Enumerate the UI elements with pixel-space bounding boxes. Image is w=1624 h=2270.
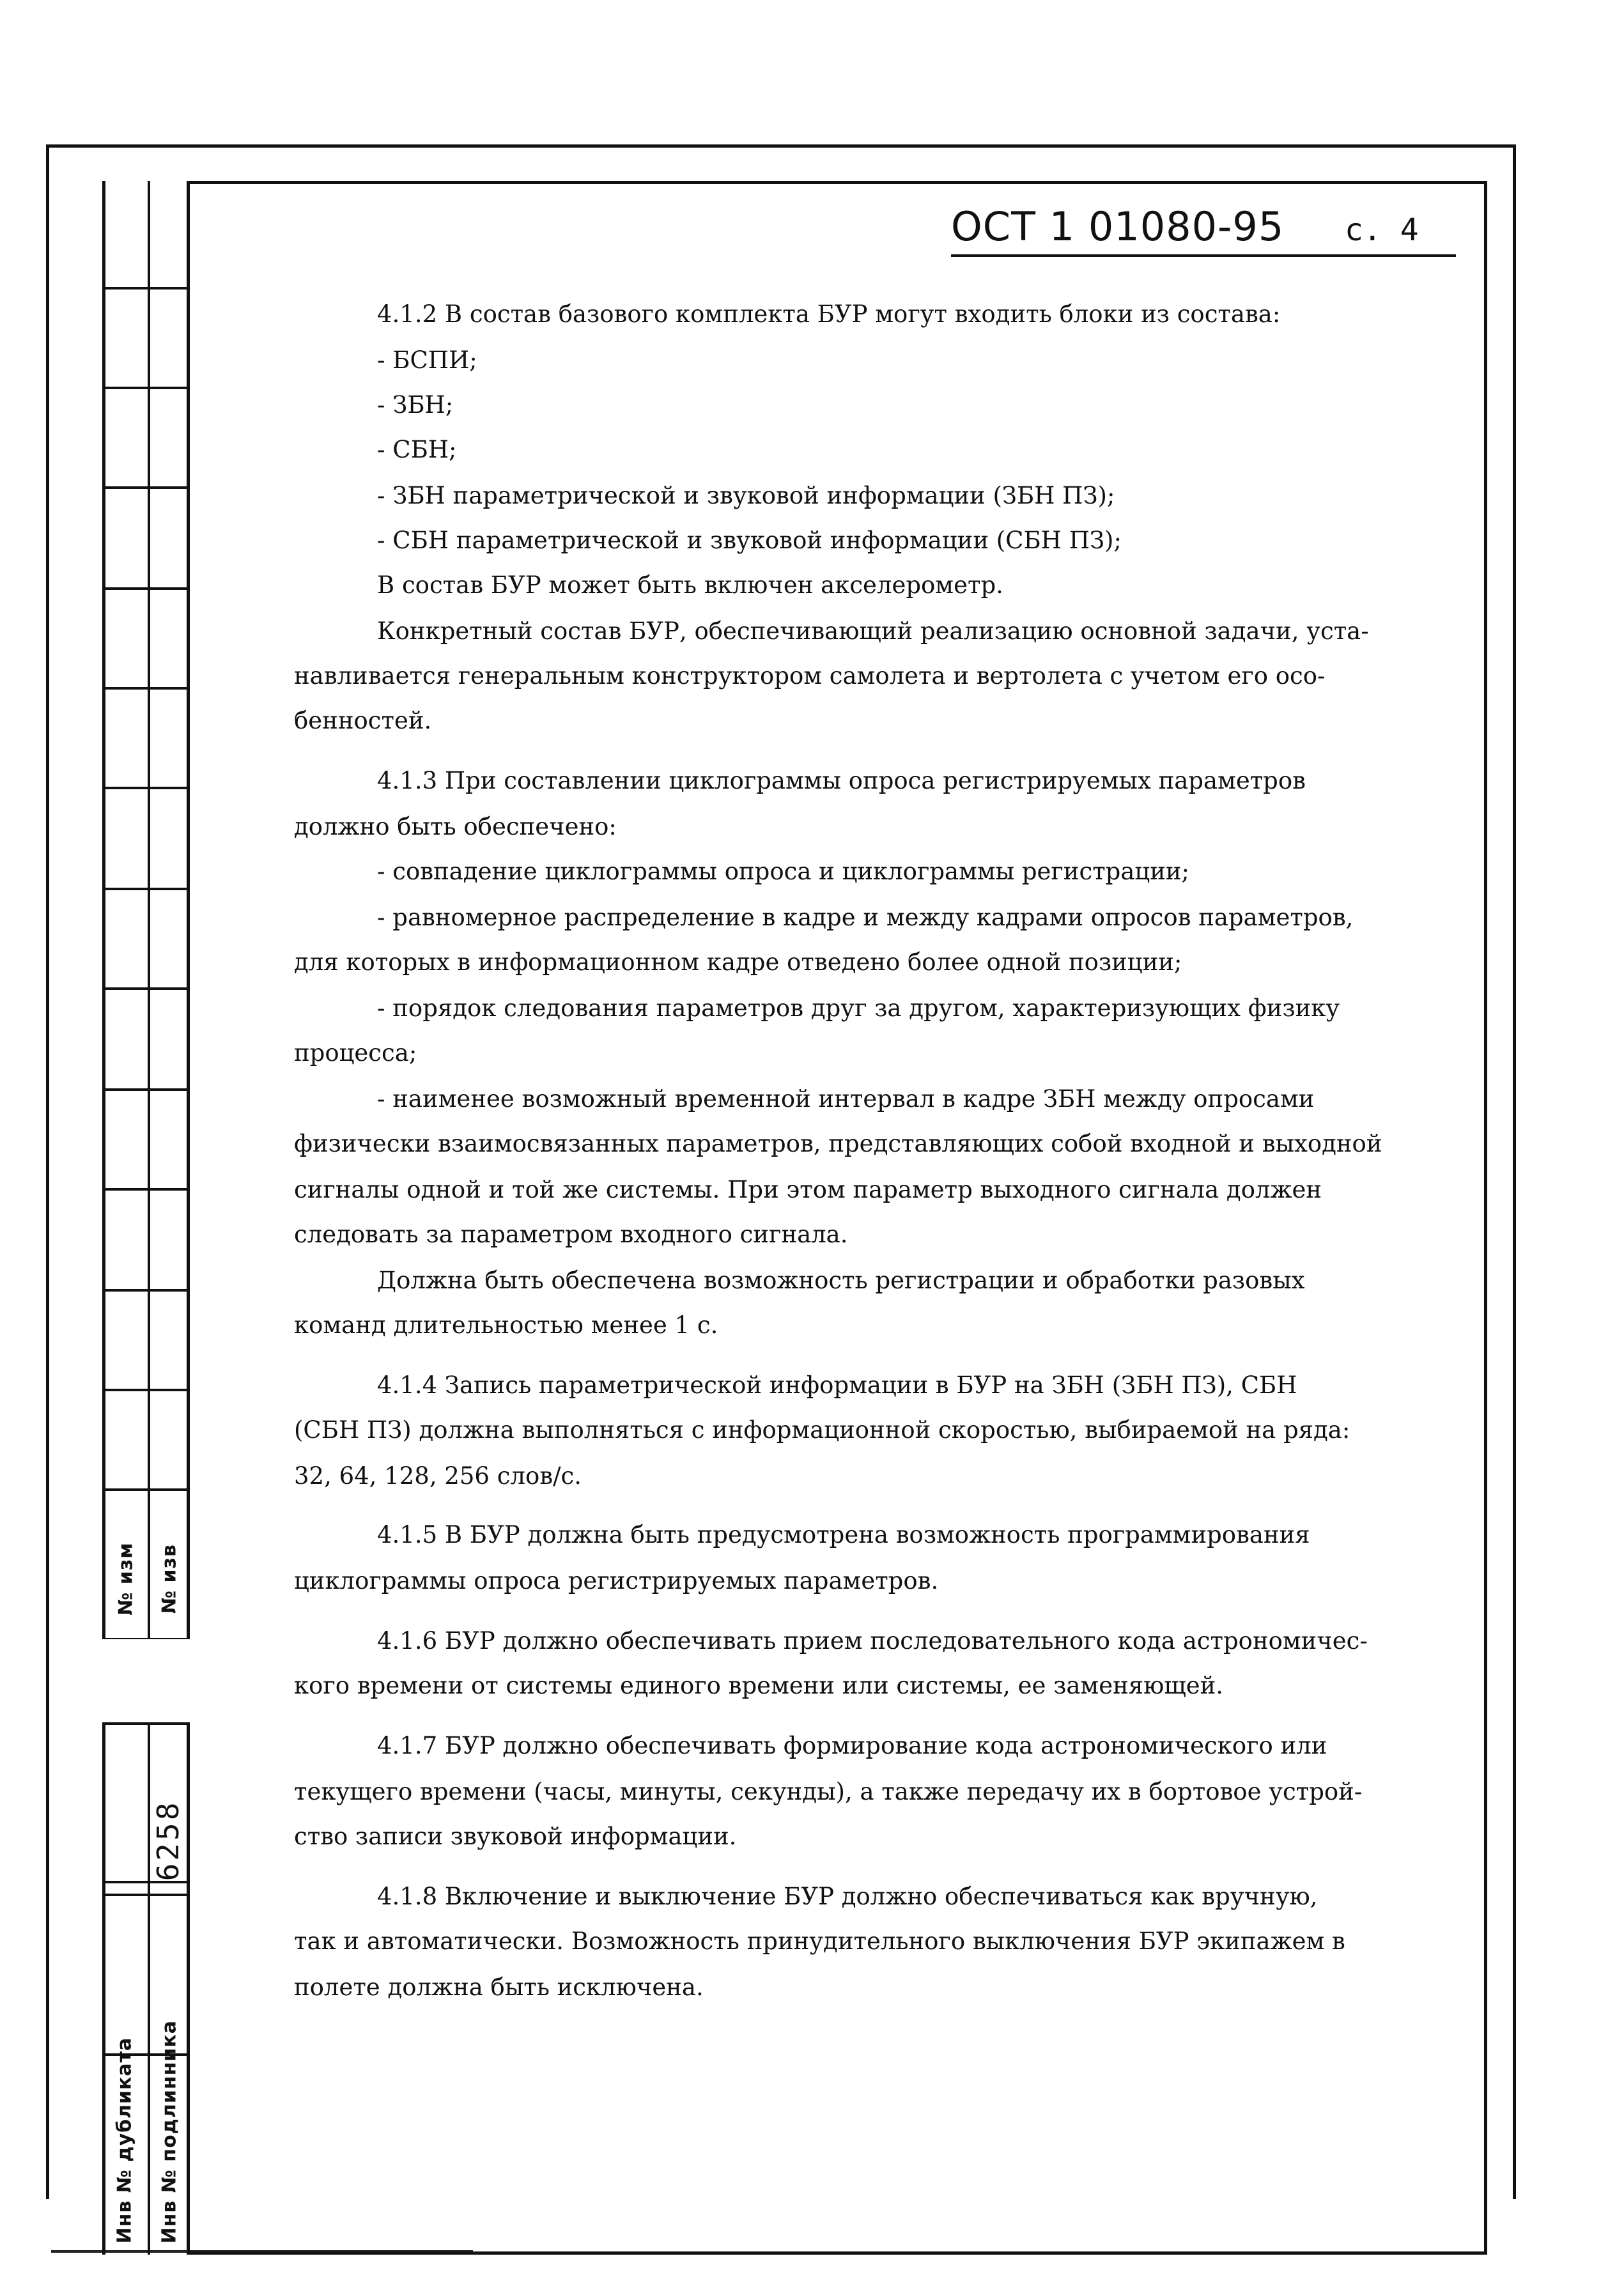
stamp-line <box>105 987 187 990</box>
text-line: 4.1.3 При составлении циклограммы опроса регистрируемых параметров <box>377 767 1306 794</box>
text-line: команд длительностью менее 1 с. <box>294 1311 718 1339</box>
stamp-line <box>105 387 187 389</box>
stamp-no-izv-label: № изв <box>158 1544 181 1614</box>
text-line: - ЗБН параметрической и звуковой информации (ЗБН ПЗ); <box>377 482 1115 509</box>
text-line: - равномерное распределение в кадре и между кадрами опросов параметров, <box>377 904 1354 931</box>
stamp-line <box>105 1488 187 1491</box>
text-line: 4.1.6 БУР должно обеспечивать прием последовательного кода астрономичес- <box>377 1627 1368 1655</box>
text-line: (СБН ПЗ) должна выполняться с информационной скоростью, выбираемой на ряда: <box>294 1416 1350 1444</box>
stamp-line <box>105 1894 187 1896</box>
text-line: 4.1.7 БУР должно обеспечивать формирование кода астрономического или <box>377 1732 1327 1759</box>
text-line: кого времени от системы единого времени или системы, ее заменяющей. <box>294 1672 1224 1699</box>
text-line: - БСПИ; <box>377 346 477 374</box>
text-line: - СБН параметрической и звуковой информации (СБН ПЗ); <box>377 527 1122 554</box>
text-line: так и автоматически. Возможность принудительного выключения БУР экипажем в <box>294 1927 1345 1955</box>
stamp-line <box>105 687 187 690</box>
stamp-inv-dublikata-label: Инв № дубликата <box>113 2037 136 2244</box>
text-line: - СБН; <box>377 436 457 463</box>
stamp-line <box>105 888 187 890</box>
text-line: Конкретный состав БУР, обеспечивающий реализацию основной задачи, уста- <box>377 617 1369 645</box>
text-line: - порядок следования параметров друг за другом, характеризующих физику <box>377 994 1340 1022</box>
stamp-divider <box>148 181 150 2255</box>
stamp-gap <box>102 1639 190 1722</box>
stamp-inv-podlinnika-label: Инв № подлинника <box>158 2020 181 2244</box>
stamp-line <box>105 587 187 590</box>
document-code: ОСТ 1 01080-95 <box>951 203 1285 250</box>
text-line: для которых в информационном кадре отведено более одной позиции; <box>294 948 1182 976</box>
text-line: физически взаимосвязанных параметров, представляющих собой входной и выходной <box>294 1130 1382 1157</box>
text-line: ство записи звуковой информации. <box>294 1823 737 1850</box>
stamp-line <box>105 287 187 290</box>
page-header <box>951 203 1456 261</box>
text-line: процесса; <box>294 1039 417 1067</box>
stamp-no-izm-label: № изм <box>114 1542 137 1616</box>
text-line: полете должна быть исключена. <box>294 1973 704 2001</box>
text-line: - совпадение циклограммы опроса и циклограммы регистрации; <box>377 858 1189 885</box>
text-line: 4.1.2 В состав базового комплекта БУР могут входить блоки из состава: <box>377 300 1281 328</box>
text-line: 4.1.8 Включение и выключение БУР должно обеспечиваться как вручную, <box>377 1883 1318 1910</box>
text-line: сигналы одной и той же системы. При этом параметр выходного сигнала должен <box>294 1176 1322 1203</box>
page-number: с. 4 <box>1345 212 1419 248</box>
text-line: должно быть обеспечено: <box>294 813 617 840</box>
text-line: - наименее возможный временной интервал в кадре ЗБН между опросами <box>377 1085 1315 1113</box>
text-line: 4.1.4 Запись параметрической информации в БУР на ЗБН (ЗБН ПЗ), СБН <box>377 1371 1297 1399</box>
text-line: 4.1.5 В БУР должна быть предусмотрена возможность программирования <box>377 1521 1310 1548</box>
stamp-original-number: 6258 <box>151 1800 185 1881</box>
text-line: циклограммы опроса регистрируемых параметров. <box>294 1567 939 1594</box>
text-line: навливается генеральным конструктором самолета и вертолета с учетом его осо- <box>294 662 1326 690</box>
stamp-line <box>105 1389 187 1391</box>
text-line: текущего времени (часы, минуты, секунды), а также передачу их в бортовое устрой- <box>294 1778 1363 1805</box>
stamp-line <box>105 1188 187 1191</box>
text-line: Должна быть обеспечена возможность регистрации и обработки разовых <box>377 1267 1305 1294</box>
stamp-line <box>105 1289 187 1292</box>
stamp-line <box>105 787 187 789</box>
text-line: бенностей. <box>294 707 432 734</box>
text-line: 32, 64, 128, 256 слов/с. <box>294 1462 582 1490</box>
text-line: В состав БУР может быть включен акселерометр. <box>377 571 1003 599</box>
stamp-column <box>102 181 190 2255</box>
stamp-line <box>105 1722 187 1725</box>
text-line: следовать за параметром входного сигнала. <box>294 1221 848 1248</box>
stamp-line <box>105 1088 187 1091</box>
text-line: - ЗБН; <box>377 391 454 419</box>
stamp-line <box>105 486 187 489</box>
header-underline <box>951 254 1456 257</box>
